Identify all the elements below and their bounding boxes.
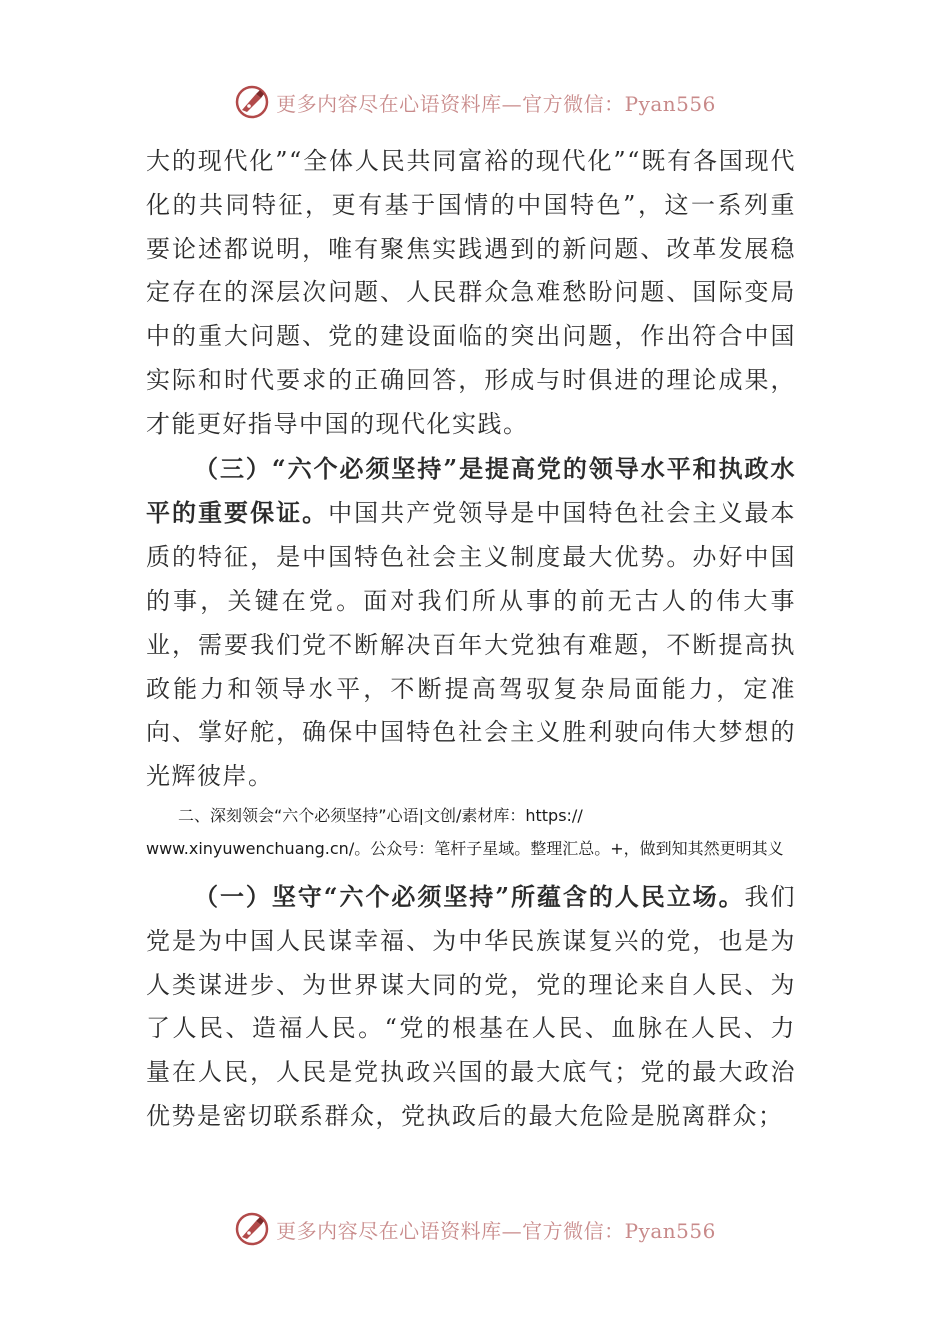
watermark-banner-bottom (0, 1207, 950, 1251)
spacer (146, 865, 796, 875)
section-2-heading-line-2: www.xinyuwenchuang.cn/。公众号：笔杆子星域。整理汇总。+，做到知其然更明其义 (146, 838, 784, 858)
paragraph-3 (146, 875, 796, 1139)
paragraph-3-heading: （一）坚守“六个必须坚持”所蕴含的人民立场。 (194, 881, 745, 911)
paragraph-2-text: 中国共产党领导是中国特色社会主义最本质的特征，是中国特色社会主义制度最大优势。办好中国的事，关键在党。面对我们所从事的前无古人的伟大事业，需要我们党不断解决百年大党独有难题，不断提高执政能力和领导水平，不断提高驾驭复杂局面能力，定准向、掌好舵，确保中国特色社会主义胜利驶向伟大梦想的光辉彼岸。 (146, 499, 797, 791)
paragraph-2-heading: （三）“六个必须坚持”是提高党的领导水平和执政水平的重要保证。 (146, 453, 796, 528)
paragraph-1: 大的现代化”“全体人民共同富裕的现代化”“既有各国现代化的共同特征，更有基于国情的中国特色”，这一系列重要论述都说明，唯有聚焦实践遇到的新问题、改革发展稳定存在的深层次问题、人民群众急难愁盼问题、国际变局中的重大问题、党的建设面临的突出问题，作出符合中国实际和时代要求的正确回答，形成与时俱进的理论成果，才能更好指导中国的现代化实践。 (146, 147, 796, 438)
pen-nib-logo-icon (234, 84, 270, 120)
paragraph-2 (146, 447, 796, 799)
document-body (146, 140, 796, 1139)
watermark-text: 更多内容尽在心语资料库—官方微信：Pyan556 (276, 91, 716, 116)
section-2-heading-line-1: 二、深刻领会“六个必须坚持”心语|文创/素材库：https:// (178, 805, 583, 825)
pen-nib-logo-icon (234, 1211, 270, 1247)
paragraph-3-text: 我们党是为中国人民谋幸福、为中华民族谋复兴的党，也是为人类谋进步、为世界谋大同的党，党的理论来自人民、为了人民、造福人民。“党的根基在人民、血脉在人民、力量在人民，人民是党执政兴国的最大底气；党的最大政治优势是密切联系群众，党执政后的最大危险是脱离群众； (146, 882, 796, 1130)
watermark-banner-top (0, 80, 950, 124)
watermark-text: 更多内容尽在心语资料库—官方微信：Pyan556 (276, 1218, 716, 1243)
